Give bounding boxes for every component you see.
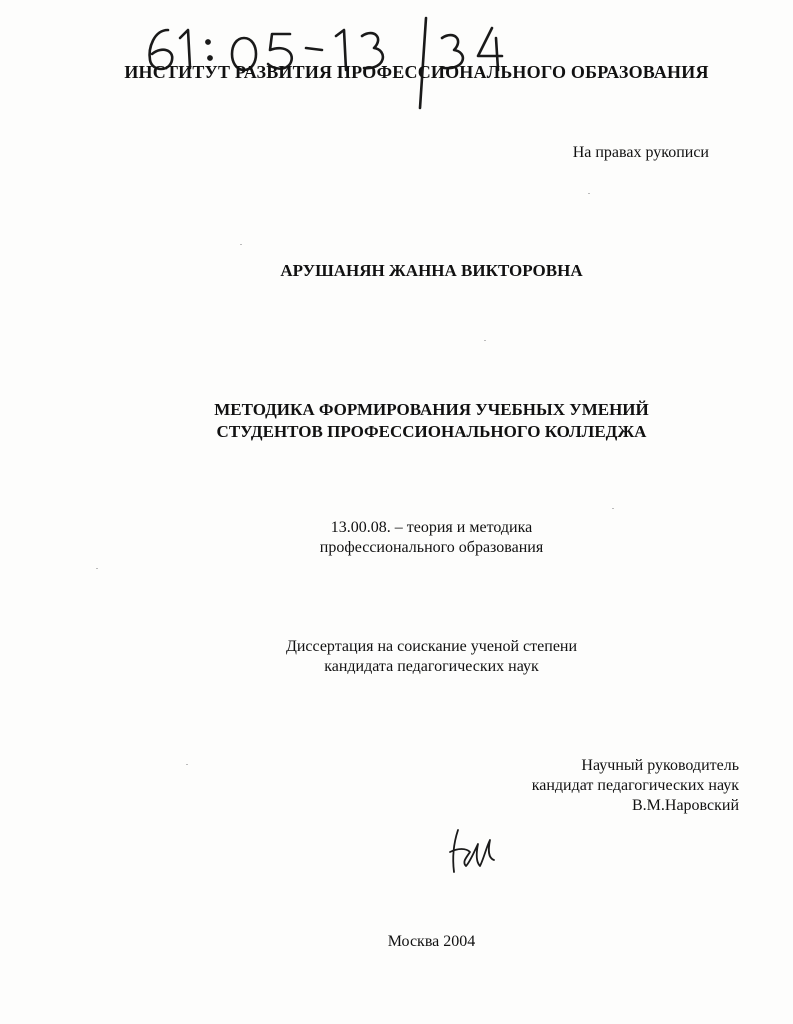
- scan-speck: [612, 508, 614, 509]
- degree-line-2: кандидата педагогических наук: [324, 658, 539, 675]
- supervisor-role: Научный руководитель: [581, 757, 739, 774]
- title-line-1: МЕТОДИКА ФОРМИРОВАНИЯ УЧЕБНЫХ УМЕНИЙ: [214, 400, 649, 419]
- title-line-2: СТУДЕНТОВ ПРОФЕССИОНАЛЬНОГО КОЛЛЕДЖА: [216, 422, 647, 441]
- signature: [444, 822, 504, 878]
- speciality-line-1: 13.00.08. – теория и методика: [330, 519, 533, 536]
- rights-note: На правах рукописи: [572, 144, 709, 161]
- scan-speck: [240, 244, 242, 245]
- scan-speck: [484, 340, 486, 341]
- scan-speck: [96, 568, 98, 569]
- speciality-code: [0, 518, 793, 558]
- supervisor-degree: кандидат педагогических наук: [531, 777, 739, 794]
- city-year: Москва 2004: [387, 933, 476, 950]
- dissertation-title: [0, 399, 793, 443]
- scan-speck: [588, 193, 590, 194]
- scan-speck: [186, 764, 188, 765]
- institute-name: ИНСТИТУТ РАЗВИТИЯ ПРОФЕССИОНАЛЬНОГО ОБРАЗОВАНИЯ: [124, 62, 709, 82]
- degree-line-1: Диссертация на соискание ученой степени: [285, 638, 578, 655]
- degree-statement: [0, 637, 793, 677]
- supervisor-block: [532, 756, 739, 816]
- supervisor-name: В.М.Наровский: [631, 797, 739, 814]
- speciality-line-2: профессионального образования: [319, 539, 544, 556]
- author-name: АРУШАНЯН ЖАННА ВИКТОРОВНА: [280, 261, 583, 280]
